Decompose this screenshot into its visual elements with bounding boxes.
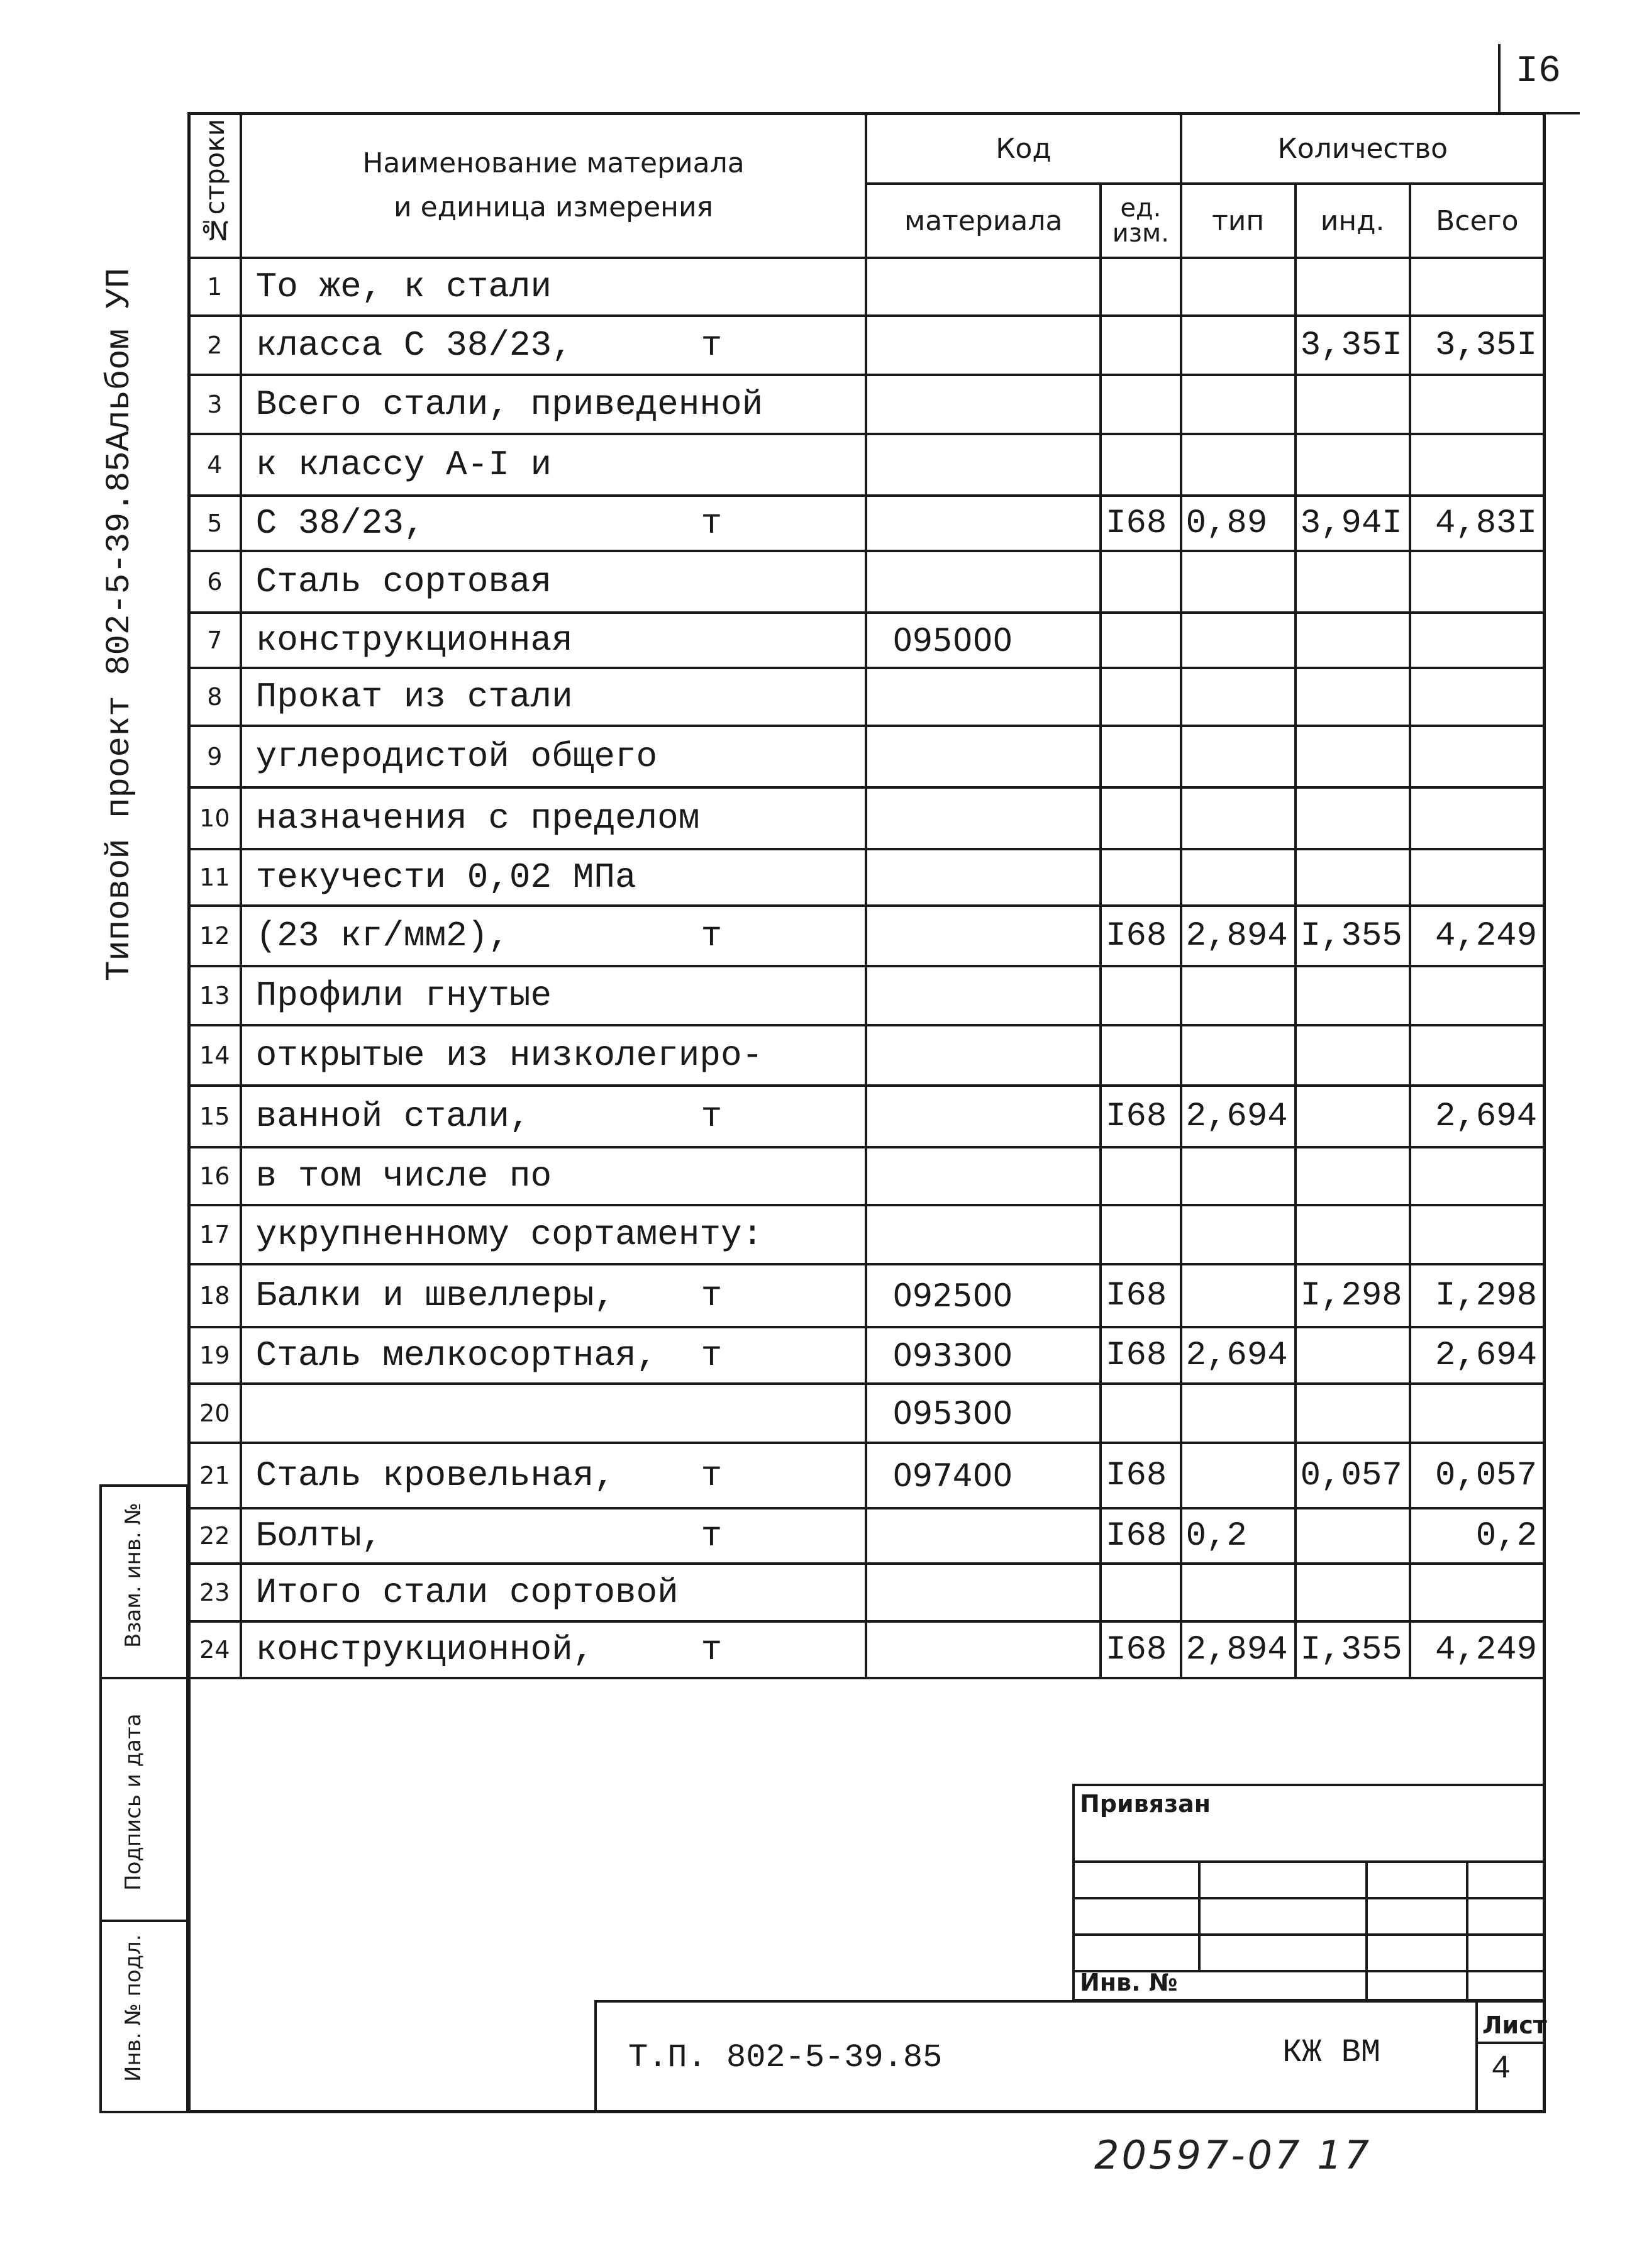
qty-total: I,298 <box>1410 1264 1545 1327</box>
material-name-text: Профили гнутые <box>255 976 552 1016</box>
qty-total <box>1410 551 1545 613</box>
material-name <box>241 1086 867 1147</box>
stamp-inv-orig <box>99 1920 189 2113</box>
row-number: 19 <box>189 1327 241 1384</box>
unit-code: I68 <box>1101 1086 1181 1147</box>
qty-ind <box>1296 849 1410 906</box>
stamp-signature-date <box>99 1677 189 1922</box>
material-code: 093300 <box>866 1327 1101 1384</box>
material-name <box>241 316 867 375</box>
material-code: 095000 <box>866 613 1101 668</box>
qty-type: 2,694 <box>1181 1327 1296 1384</box>
unit-code: I68 <box>1101 1327 1181 1384</box>
unit-code <box>1101 551 1181 613</box>
material-name-text: назначения с пределом <box>255 798 700 838</box>
binding-block <box>1072 1784 1546 2001</box>
qty-total <box>1410 1147 1545 1205</box>
material-name-text: Сталь кровельная, <box>255 1455 615 1496</box>
qty-ind <box>1296 787 1410 849</box>
row-number: 23 <box>189 1564 241 1621</box>
qty-total: 3,35I <box>1410 316 1545 375</box>
binding-line-1 <box>1075 1860 1543 1863</box>
table-row <box>189 1508 1545 1564</box>
row-number: 12 <box>189 906 241 966</box>
unit-code <box>1101 1564 1181 1621</box>
stamp-signature-date-label: Подпись и дата <box>121 1713 146 1891</box>
qty-type <box>1181 1205 1296 1264</box>
table-row <box>189 906 1545 966</box>
material-name-text: ванной стали, <box>255 1096 531 1137</box>
table-row <box>189 1443 1545 1508</box>
specification-table <box>187 112 1546 1679</box>
material-code <box>866 434 1101 496</box>
material-unit: т <box>701 916 723 956</box>
binding-vline-3 <box>1466 1860 1468 2001</box>
side-title: Типовой проект 802-5-39.85Альбом УП <box>101 267 139 981</box>
header-row-no-label: №строки <box>199 118 230 246</box>
title-block-sheet-divider <box>1475 2003 1478 2113</box>
material-name-text: класса С 38/23, <box>255 325 573 365</box>
qty-total: 0,2 <box>1410 1508 1545 1564</box>
material-unit: т <box>701 503 723 543</box>
qty-type <box>1181 1564 1296 1621</box>
material-name-text: Сталь сортовая <box>255 562 552 602</box>
qty-ind <box>1296 1147 1410 1205</box>
qty-type: 2,894 <box>1181 906 1296 966</box>
material-name <box>241 434 867 496</box>
qty-ind: 0,057 <box>1296 1443 1410 1508</box>
material-code <box>866 1564 1101 1621</box>
qty-total <box>1410 787 1545 849</box>
unit-code <box>1101 668 1181 726</box>
unit-code: I68 <box>1101 1508 1181 1564</box>
unit-code <box>1101 316 1181 375</box>
material-name-text: углеродистой общего <box>255 737 658 777</box>
qty-ind: 3,94I <box>1296 496 1410 551</box>
qty-ind <box>1296 668 1410 726</box>
qty-type <box>1181 849 1296 906</box>
qty-type <box>1181 434 1296 496</box>
unit-code <box>1101 787 1181 849</box>
material-name <box>241 1205 867 1264</box>
material-code <box>866 1025 1101 1086</box>
binding-line-3 <box>1075 1933 1543 1936</box>
qty-ind <box>1296 1508 1410 1564</box>
qty-total <box>1410 1205 1545 1264</box>
material-code <box>866 787 1101 849</box>
material-name <box>241 258 867 316</box>
row-number: 7 <box>189 613 241 668</box>
material-code: 095300 <box>866 1384 1101 1443</box>
table-row <box>189 613 1545 668</box>
qty-type: 0,89 <box>1181 496 1296 551</box>
qty-type <box>1181 1443 1296 1508</box>
qty-total: 4,249 <box>1410 1621 1545 1678</box>
row-number: 17 <box>189 1205 241 1264</box>
unit-code: I68 <box>1101 906 1181 966</box>
table-row <box>189 1264 1545 1327</box>
qty-type <box>1181 1264 1296 1327</box>
qty-total <box>1410 434 1545 496</box>
material-name <box>241 1621 867 1678</box>
material-name <box>241 787 867 849</box>
material-unit: т <box>701 1335 723 1376</box>
table-row <box>189 1147 1545 1205</box>
row-number: 11 <box>189 849 241 906</box>
material-name-text: конструкционной, <box>255 1630 594 1670</box>
material-name-text: (23 кг/мм2), <box>255 916 509 956</box>
material-name <box>241 1508 867 1564</box>
material-name <box>241 668 867 726</box>
material-unit: т <box>701 1096 723 1137</box>
material-name-text: укрупненному сортаменту: <box>255 1215 763 1255</box>
material-code <box>866 1205 1101 1264</box>
qty-type <box>1181 1025 1296 1086</box>
material-code <box>866 668 1101 726</box>
qty-ind: 3,35I <box>1296 316 1410 375</box>
material-name-text: открытые из низколегиро- <box>255 1035 763 1076</box>
qty-ind <box>1296 1025 1410 1086</box>
row-number: 16 <box>189 1147 241 1205</box>
material-code <box>866 1508 1101 1564</box>
material-code <box>866 258 1101 316</box>
unit-code: I68 <box>1101 496 1181 551</box>
page-number: I6 <box>1516 50 1562 93</box>
unit-code <box>1101 966 1181 1025</box>
material-unit: т <box>701 1455 723 1496</box>
qty-ind: I,355 <box>1296 906 1410 966</box>
material-name <box>241 496 867 551</box>
material-code <box>866 726 1101 787</box>
header-code-material: материала <box>866 184 1101 258</box>
material-name-text: Сталь мелкосортная, <box>255 1335 658 1376</box>
table-row <box>189 849 1545 906</box>
material-name-text: конструкционная <box>255 620 573 660</box>
header-qty-ind: инд. <box>1296 184 1410 258</box>
qty-total: 2,694 <box>1410 1327 1545 1384</box>
header-qty-total: Всего <box>1410 184 1545 258</box>
row-number: 13 <box>189 966 241 1025</box>
material-unit: т <box>701 1630 723 1670</box>
material-code: 097400 <box>866 1443 1101 1508</box>
title-block-sheet-hline <box>1475 2042 1546 2044</box>
material-code <box>866 375 1101 434</box>
unit-code <box>1101 1205 1181 1264</box>
table-row <box>189 551 1545 613</box>
material-name <box>241 1384 867 1443</box>
material-name <box>241 726 867 787</box>
row-number: 10 <box>189 787 241 849</box>
qty-type <box>1181 258 1296 316</box>
handwritten-note: 20597-07 17 <box>1094 2132 1372 2178</box>
material-name-text: То же, к стали <box>255 267 552 307</box>
material-code <box>866 906 1101 966</box>
qty-ind <box>1296 1086 1410 1147</box>
material-name <box>241 1147 867 1205</box>
material-code <box>866 316 1101 375</box>
unit-code <box>1101 849 1181 906</box>
material-name-text: Болты, <box>255 1516 383 1556</box>
qty-total <box>1410 613 1545 668</box>
qty-type <box>1181 787 1296 849</box>
qty-type <box>1181 551 1296 613</box>
unit-code <box>1101 613 1181 668</box>
row-number: 15 <box>189 1086 241 1147</box>
row-number: 6 <box>189 551 241 613</box>
qty-ind <box>1296 434 1410 496</box>
row-number: 9 <box>189 726 241 787</box>
qty-type: 0,2 <box>1181 1508 1296 1564</box>
qty-type <box>1181 1384 1296 1443</box>
qty-ind <box>1296 551 1410 613</box>
material-name <box>241 906 867 966</box>
material-code <box>866 966 1101 1025</box>
material-name-text: Всего стали, приведенной <box>255 384 763 425</box>
material-name-text: Итого стали сортовой <box>255 1572 679 1613</box>
material-name <box>241 1327 867 1384</box>
qty-ind <box>1296 966 1410 1025</box>
table-row <box>189 1086 1545 1147</box>
qty-ind <box>1296 726 1410 787</box>
qty-type <box>1181 668 1296 726</box>
title-block <box>594 2000 1546 2113</box>
header-code-group: Код <box>866 113 1180 184</box>
qty-total: 4,249 <box>1410 906 1545 966</box>
table-row <box>189 1205 1545 1264</box>
material-code: 092500 <box>866 1264 1101 1327</box>
material-name <box>241 1025 867 1086</box>
qty-total: 0,057 <box>1410 1443 1545 1508</box>
binding-vline-2 <box>1365 1860 1368 2001</box>
binding-inv-label: Инв. № <box>1080 1969 1178 1996</box>
qty-type: 2,694 <box>1181 1086 1296 1147</box>
material-code <box>866 551 1101 613</box>
material-name <box>241 375 867 434</box>
qty-ind: I,298 <box>1296 1264 1410 1327</box>
table-row <box>189 787 1545 849</box>
qty-type <box>1181 1147 1296 1205</box>
qty-total <box>1410 668 1545 726</box>
row-number: 18 <box>189 1264 241 1327</box>
stamp-panel <box>99 1484 189 2113</box>
table-row <box>189 668 1545 726</box>
material-name <box>241 849 867 906</box>
material-code <box>866 496 1101 551</box>
row-number: 4 <box>189 434 241 496</box>
table-row <box>189 1621 1545 1678</box>
material-code <box>866 1147 1101 1205</box>
header-qty-group: Количество <box>1181 113 1545 184</box>
title-block-sheet-label: Лист <box>1482 2011 1547 2039</box>
qty-type <box>1181 613 1296 668</box>
material-name <box>241 1443 867 1508</box>
qty-ind <box>1296 613 1410 668</box>
qty-type <box>1181 726 1296 787</box>
stamp-replace-inv-label: Взам. инв. № <box>121 1503 146 1648</box>
title-block-code: Т.П. 802-5-39.85 <box>628 2039 943 2076</box>
qty-total <box>1410 1564 1545 1621</box>
qty-type <box>1181 316 1296 375</box>
row-number: 24 <box>189 1621 241 1678</box>
header-code-unit: ед. изм. <box>1101 184 1181 258</box>
unit-code <box>1101 726 1181 787</box>
qty-ind <box>1296 1205 1410 1264</box>
row-number: 3 <box>189 375 241 434</box>
unit-code <box>1101 1384 1181 1443</box>
material-name-text: С 38/23, <box>255 503 425 543</box>
unit-code <box>1101 1147 1181 1205</box>
table-row <box>189 496 1545 551</box>
table-row <box>189 1564 1545 1621</box>
qty-type <box>1181 966 1296 1025</box>
binding-title: Привязан <box>1080 1790 1211 1818</box>
qty-total <box>1410 966 1545 1025</box>
table-row <box>189 1025 1545 1086</box>
table-row <box>189 966 1545 1025</box>
qty-ind <box>1296 1564 1410 1621</box>
row-number: 5 <box>189 496 241 551</box>
qty-total: 4,83I <box>1410 496 1545 551</box>
binding-vline-1 <box>1198 1860 1201 1971</box>
table-row <box>189 1327 1545 1384</box>
qty-total <box>1410 849 1545 906</box>
qty-ind <box>1296 1327 1410 1384</box>
row-number: 8 <box>189 668 241 726</box>
qty-type: 2,894 <box>1181 1621 1296 1678</box>
material-unit: т <box>701 1516 723 1556</box>
qty-total <box>1410 726 1545 787</box>
table-row <box>189 316 1545 375</box>
row-number: 2 <box>189 316 241 375</box>
material-name-text: текучести 0,02 МПа <box>255 857 636 898</box>
unit-code <box>1101 258 1181 316</box>
qty-ind <box>1296 1384 1410 1443</box>
material-name <box>241 1264 867 1327</box>
qty-total <box>1410 1025 1545 1086</box>
row-number: 21 <box>189 1443 241 1508</box>
table-row <box>189 726 1545 787</box>
table-row <box>189 375 1545 434</box>
row-number: 1 <box>189 258 241 316</box>
table-row <box>189 434 1545 496</box>
unit-code <box>1101 1025 1181 1086</box>
row-number: 20 <box>189 1384 241 1443</box>
stamp-inv-orig-label: Инв. № подл. <box>121 1934 146 2082</box>
material-name <box>241 551 867 613</box>
unit-code: I68 <box>1101 1264 1181 1327</box>
qty-total <box>1410 375 1545 434</box>
row-number: 14 <box>189 1025 241 1086</box>
material-name <box>241 1564 867 1621</box>
unit-code: I68 <box>1101 1621 1181 1678</box>
qty-ind <box>1296 375 1410 434</box>
material-unit: т <box>701 325 723 365</box>
material-code <box>866 1621 1101 1678</box>
qty-total <box>1410 258 1545 316</box>
qty-type <box>1181 375 1296 434</box>
table-row <box>189 1384 1545 1443</box>
header-name: Наименование материала и единица измерения <box>241 113 867 258</box>
header-qty-type: тип <box>1181 184 1296 258</box>
row-number: 22 <box>189 1508 241 1564</box>
qty-ind: I,355 <box>1296 1621 1410 1678</box>
material-name-text: к классу А-I и <box>255 445 552 485</box>
qty-ind <box>1296 258 1410 316</box>
title-block-mark: КЖ ВМ <box>1282 2034 1381 2071</box>
title-block-sheet-no: 4 <box>1491 2050 1511 2087</box>
material-unit: т <box>701 1276 723 1316</box>
material-name-text: Прокат из стали <box>255 677 573 717</box>
table-row <box>189 258 1545 316</box>
corner-line-vertical <box>1498 44 1501 114</box>
material-code <box>866 1086 1101 1147</box>
material-name <box>241 613 867 668</box>
material-name-text: Балки и швеллеры, <box>255 1276 615 1316</box>
material-code <box>866 849 1101 906</box>
qty-total: 2,694 <box>1410 1086 1545 1147</box>
unit-code <box>1101 375 1181 434</box>
unit-code: I68 <box>1101 1443 1181 1508</box>
material-name <box>241 966 867 1025</box>
binding-line-2 <box>1075 1897 1543 1899</box>
header-row-no <box>189 113 241 258</box>
stamp-replace-inv <box>99 1484 189 1679</box>
material-name-text: в том числе по <box>255 1156 552 1196</box>
unit-code <box>1101 434 1181 496</box>
qty-total <box>1410 1384 1545 1443</box>
